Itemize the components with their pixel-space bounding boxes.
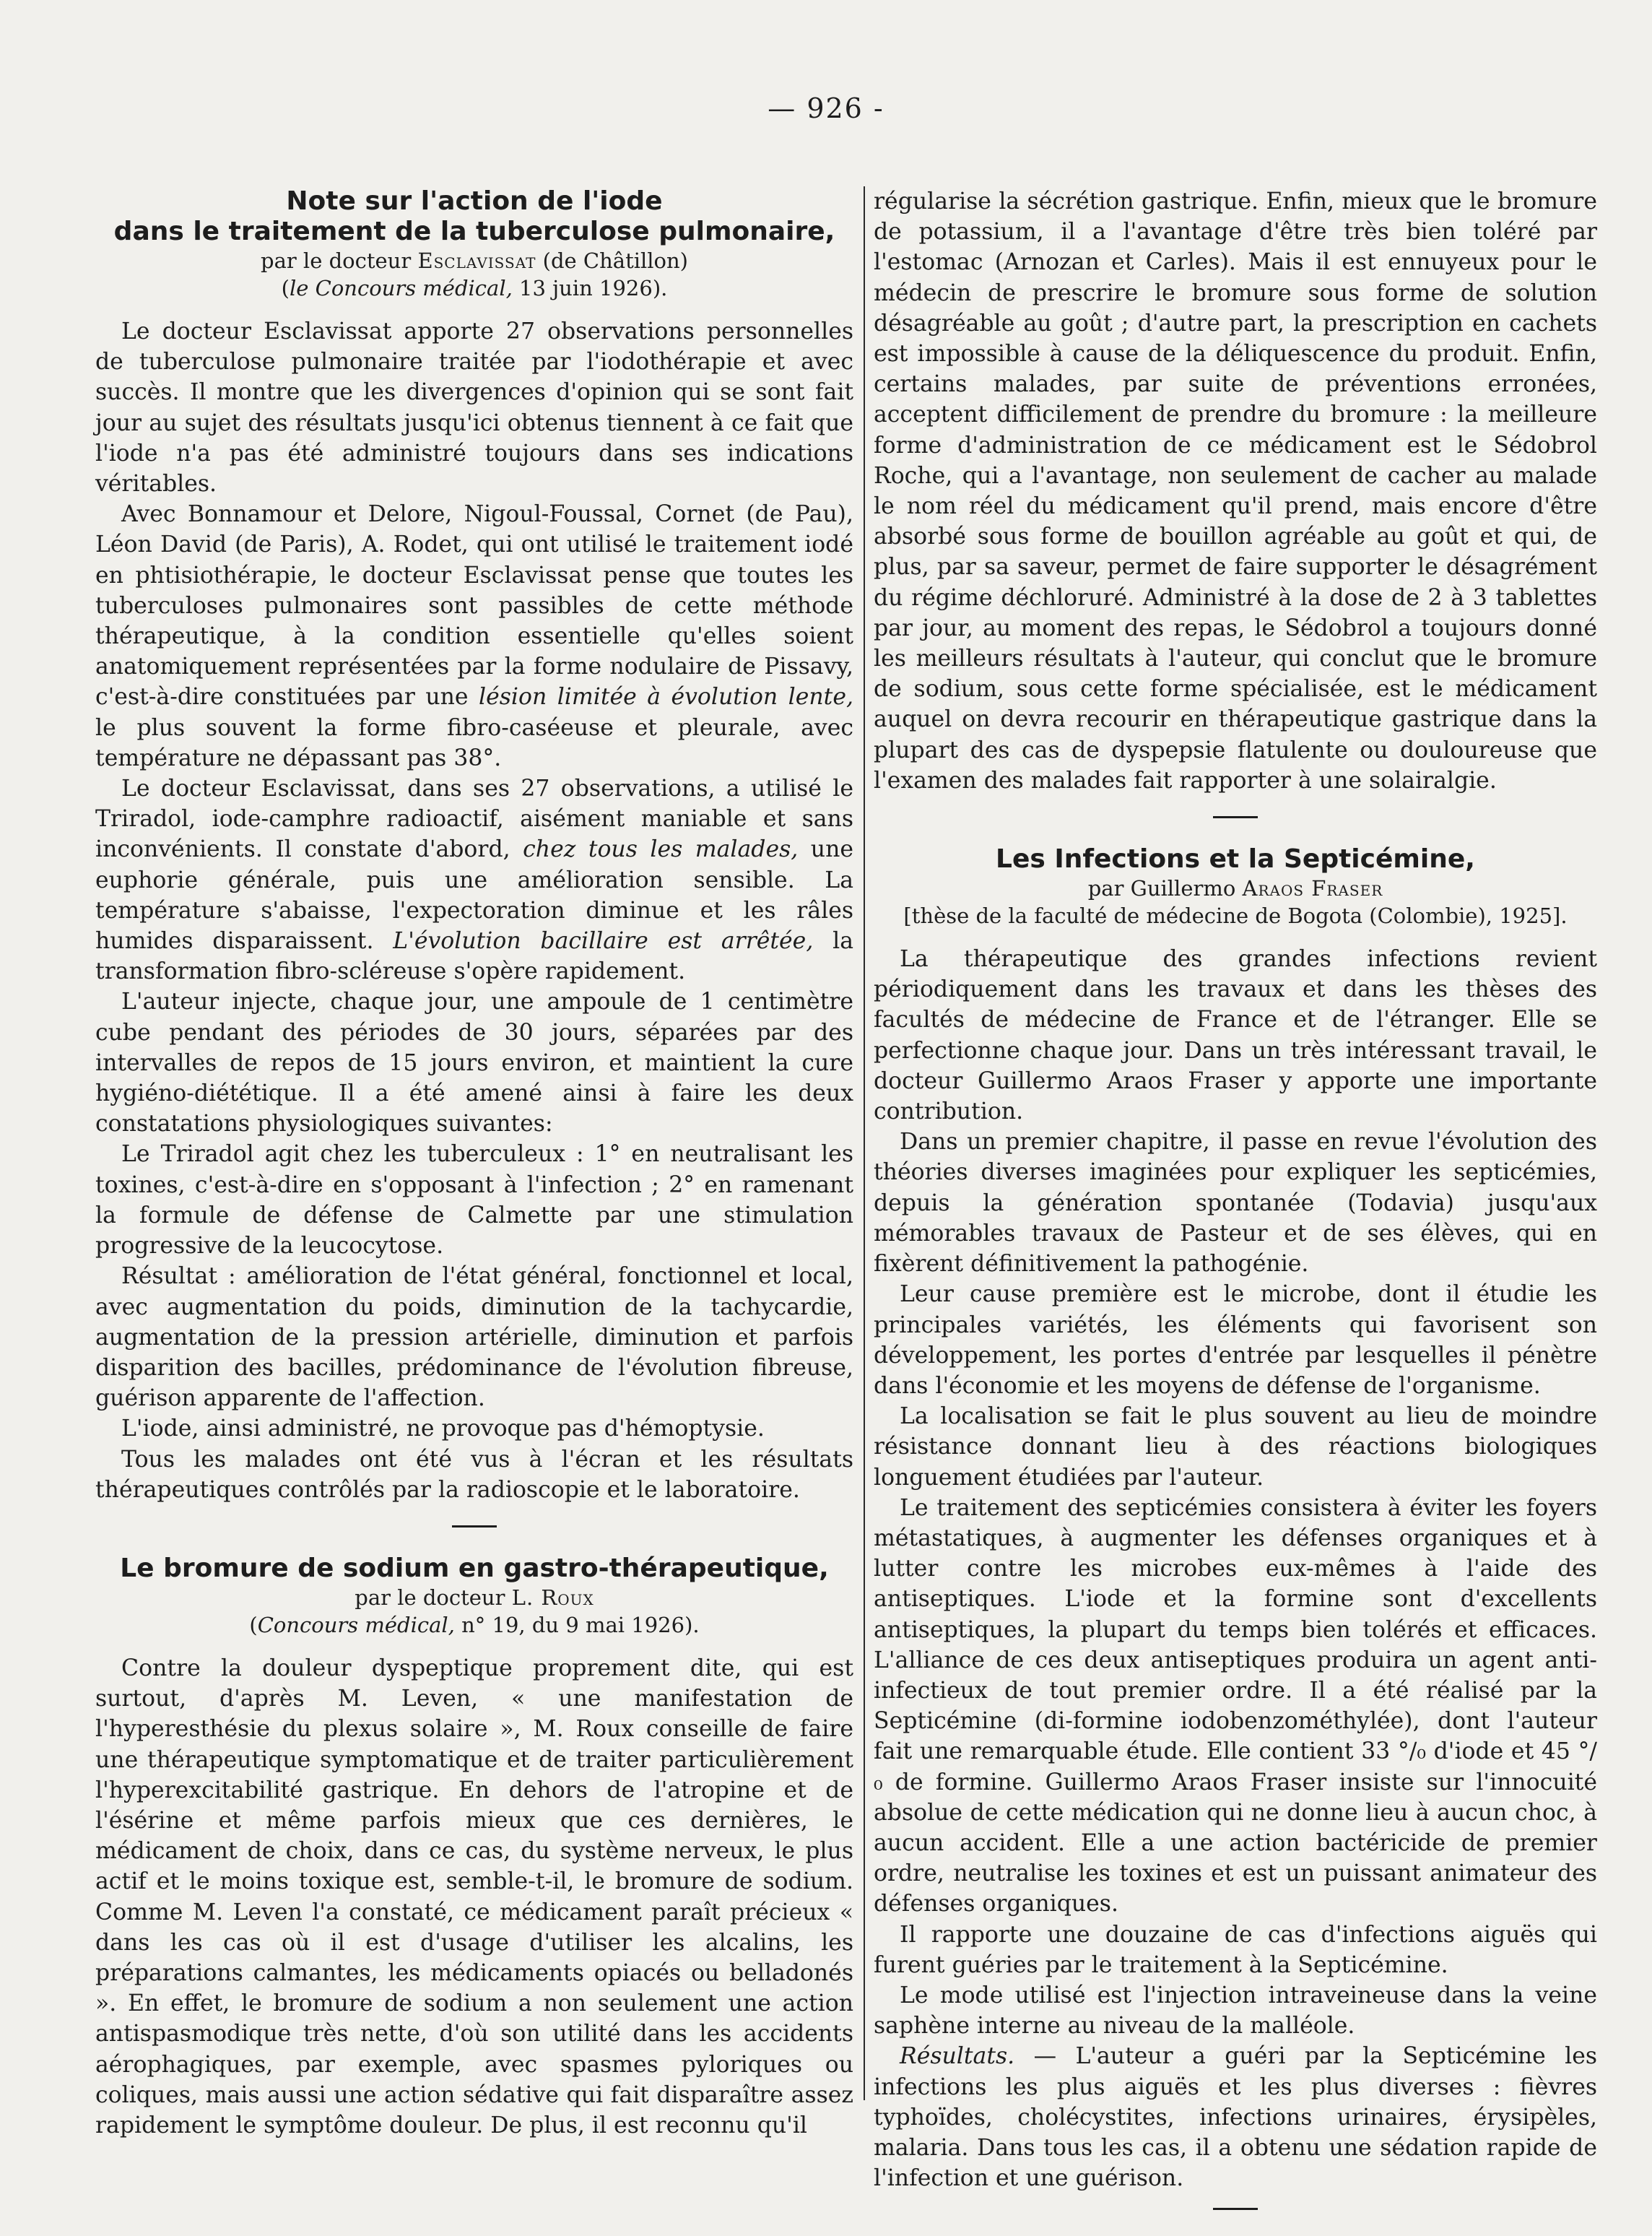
author-name: L. Roux xyxy=(511,1585,594,1610)
paragraph xyxy=(95,774,853,987)
source-date: 13 juin 1926 xyxy=(519,276,653,300)
text-run: une euphorie générale, puis une amélioration sensible. La température s'abaisse, l'expectoration diminue et les râles humides disparaissent. xyxy=(95,836,854,955)
article-iode-source: (le Concours médical, 13 juin 1926). xyxy=(281,276,668,300)
paragraph: Le traitement des septicémies consistera à éviter les foyers métastatiques, à augmenter les défenses organiques et à lutter contre les microbes eux-mêmes à l'aide des antiseptiques. L'iode et la formine sont d'excellents antiseptiques, la plupart du temps bien tolérés et efficaces. L'alliance de ces deux antiseptiques produira un agent anti-infectieux de tout premier ordre. Il a été réalisé par la Septicémine (di-formine iodobenzométhylée), dont l'auteur fait une remarquable étude. Elle contient 33 °/₀ d'iode et 45 °/₀ de formine. Guillermo Araos Fraser insiste sur l'innocuité absolue de cette médication qui ne donne lieu à aucun choc, à aucun accident. Elle a une action bactéricide de premier ordre, neutralise les toxines et est un puissant animateur des défenses organiques. xyxy=(874,1494,1597,1918)
results-label: Résultats. xyxy=(900,2043,1015,2070)
paragraph: Leur cause première est le microbe, dont il étudie les principales variétés, les éléments qui favorisent son développement, les portes d'entrée par lesquelles il pénètre dans l'économie et les moyens de défense de l'organisme. xyxy=(874,1281,1597,1399)
page-number: — 926 - xyxy=(768,92,884,124)
article-septicemine-byline xyxy=(874,875,1597,902)
text-run: la transformation fibro-scléreuse s'opère rapidement. xyxy=(95,928,854,985)
source-rest: n° 19, du 9 mai 1926 xyxy=(461,1612,685,1637)
paragraph: Contre la douleur dyspeptique proprement dite, qui est surtout, d'après M. Leven, « une manifestation de l'hyperesthésie du plexus solaire », M. Roux conseille de faire une thérapeutique symptomatique et de traiter particulièrement l'hyperexcitabilité gastrique. En dehors de l'atropine et de l'ésérine et même parfois mieux que ces dernières, le médicament de choix, dans ce cas, du système nerveux, le plus actif et le moins toxique est, semble-t-il, le bromure de sodium. Comme M. Leven l'a constaté, ce médicament paraît précieux « dans les cas où il est d'usage d'utiliser les alcalins, les préparations calmantes, les médicaments opiacés ou belladonés ». En effet, le bromure de sodium a non seulement une action antispasmodique très nette, d'où son utilité dans les accidents aérophagiques, par exemple, avec spasmes pyloriques ou coliques, mais aussi une action sédative qui fait disparaître assez rapidement le symptôme douleur. De plus, il est reconnu qu'il xyxy=(95,1655,853,2138)
article-iode-byline xyxy=(95,247,853,274)
paragraph: Il rapporte une douzaine de cas d'infections aiguës qui furent guéries par le traitement à la Septicémine. xyxy=(874,1921,1597,1978)
article-bromure xyxy=(95,1554,853,2141)
section-separator xyxy=(1213,2208,1258,2210)
author-name: Esclavissat xyxy=(417,248,536,273)
source-journal: le Concours médical, xyxy=(289,276,513,300)
text-run: — L'auteur a guéri par la Septicémine les infections les plus aiguës et les plus diverses : fièvres typhoïdes, cholécystites, infections urinaires, érysipèles, malaria. Dans tous les cas, il a obtenu une sédation rapide de l'infection et une guérison. xyxy=(874,2043,1598,2192)
left-column xyxy=(95,186,853,2141)
paragraph: La localisation se fait le plus souvent au lieu de moindre résistance donnant lieu à des réactions biologiques longuement étudiées par l'auteur. xyxy=(874,1403,1597,1491)
right-column xyxy=(874,186,1597,2236)
paragraph: Le mode utilisé est l'injection intraveineuse dans la veine saphène interne au niveau de la malléole. xyxy=(874,1982,1597,2040)
paragraph-continued: régularise la sécrétion gastrique. Enfin, mieux que le bromure de potassium, il a l'avantage d'être très bien toléré par l'estomac (Arnozan et Carles). Mais il est ennuyeux pour le médecin de prescrire le bromure sous forme de solution désagréable au goût ; d'autre part, la prescription en cachets est impossible à cause de la déliquescence du produit. Enfin, certains malades, par suite de préventions erronées, acceptent difficilement de prendre du bromure : la meilleure forme d'administration de ce médicament est le Sédobrol Roche, qui a l'avantage, non seulement de cacher au malade le nom réel du médicament qu'il prend, mais encore d'être absorbé sous forme de bouillon agréable au goût et qui, de plus, par sa saveur, permet de faire supporter le désagrément du régime déchloruré. Administré à la dose de 2 à 3 tablettes par jour, au moment des repas, le Sédobrol a toujours donné les meilleurs résultats à l'auteur, qui conclut que le bromure de sodium, sous cette forme spécialisée, est le médicament auquel on devra recourir en thérapeutique gastrique dans la plupart des cas de dyspepsie flatulente ou douloureuse que l'examen des malades fait rapporter à une solairalgie. xyxy=(874,188,1597,794)
article-iode xyxy=(95,186,853,1505)
text-run: le plus souvent la forme fibro-caséeuse et pleurale, avec température ne dépassant pas 38°. xyxy=(95,714,853,771)
article-bromure-source: (Concours médical, n° 19, du 9 mai 1926). xyxy=(249,1612,700,1637)
article-septicemine xyxy=(874,844,1597,2193)
source-journal: Concours médical, xyxy=(257,1612,455,1637)
paragraph xyxy=(95,499,853,774)
article-iode-title-line-2: dans le traitement de la tuberculose pulmonaire, xyxy=(113,217,835,246)
paragraph: L'iode, ainsi administré, ne provoque pas d'hémoptysie. xyxy=(121,1416,765,1442)
article-septicemine-source: [thèse de la faculté de médecine de Bogota (Colombie), 1925]. xyxy=(903,904,1568,929)
paragraph: Dans un premier chapitre, il passe en revue l'évolution des théories diverses imaginées pour expliquer les septicémies, depuis la génération spontanée (Todavia) jusqu'aux mémorables travaux de Pasteur et de ses élèves, qui en fixèrent définitivement la pathogénie. xyxy=(874,1129,1597,1278)
paragraph: Le docteur Esclavissat apporte 27 observations personnelles de tuberculose pulmonaire traitée par l'iodothérapie et avec succès. Il montre que les divergences d'opinion qui se sont fait jour au sujet des résultats jusqu'ici obtenus tiennent à ce fait que l'iode n'a pas été administré toujours dans ses indications véritables. xyxy=(95,318,853,498)
section-separator xyxy=(1213,816,1258,818)
column-divider xyxy=(864,186,865,2100)
paragraph: Résultat : amélioration de l'état général, fonctionnel et local, avec augmentation du poids, diminution de la tachycardie, augmentation de la pression artérielle, diminution et parfois disparition des bacilles, prédominance de l'évolution fibreuse, guérison apparente de l'affection. xyxy=(95,1263,853,1412)
section-separator xyxy=(452,1525,497,1528)
paragraph xyxy=(874,2041,1597,2193)
article-bromure-byline xyxy=(95,1584,853,1611)
paragraph: Le Triradol agit chez les tuberculeux : 1° en neutralisant les toxines, c'est-à-dire en s'opposant à l'infection ; 2° en ramenant la formule de défense de Calmette par une stimulation progressive de la leucocytose. xyxy=(95,1141,853,1260)
byline-prefix: par le docteur xyxy=(261,248,412,273)
article-bromure-title: Le bromure de sodium en gastro-thérapeutique, xyxy=(120,1553,829,1583)
paragraph: Tous les malades ont été vus à l'écran et les résultats thérapeutiques contrôlés par la radioscopie et le laboratoire. xyxy=(95,1446,853,1503)
byline-suffix: (de Châtillon) xyxy=(542,248,688,273)
byline-prefix: par Guillermo xyxy=(1087,876,1236,901)
article-iode-title-line-1: Note sur l'action de l'iode xyxy=(286,186,663,216)
paragraph: La thérapeutique des grandes infections revient périodiquement dans les travaux et dans les thèses des facultés de médecine de France et de l'étranger. Elle se perfectionne chaque jour. Dans un très intéressant travail, le docteur Guillermo Araos Fraser y apporte une importante contribution. xyxy=(874,946,1597,1125)
emphasis: chez tous les malades, xyxy=(523,836,799,863)
emphasis: L'évolution bacillaire est arrêtée, xyxy=(393,928,814,955)
text-run: Le docteur Esclavissat, dans ses 27 observations, a utilisé le Triradol, iode-camphre radioactif, aisément maniable et sans inconvénients. Il constate d'abord, xyxy=(95,776,853,863)
text-run: Avec Bonnamour et Delore, Nigoul-Foussal, Cornet (de Pau), Léon David (de Paris), A. Rodet, qui ont utilisé le traitement iodé en phtisiothérapie, le docteur Esclavissat pense que toutes les tuberculoses pulmonaires sont passibles de cette méthode thérapeutique, à la condition essentielle qu'elles soient anatomiquement représentées par la forme nodulaire de Pissavy, c'est-à-dire constituées par une xyxy=(95,501,853,711)
paragraph: L'auteur injecte, chaque jour, une ampoule de 1 centimètre cube pendant des périodes de 30 jours, séparées par des intervalles de repos de 15 jours environ, et maintient la cure hygiéno-diététique. Il a été amené ainsi à faire les deux constatations physiologiques suivantes: xyxy=(95,989,853,1138)
byline-prefix: par le docteur xyxy=(355,1585,505,1610)
article-septicemine-title: Les Infections et la Septicémine, xyxy=(996,844,1475,875)
author-name: Araos Fraser xyxy=(1242,876,1383,901)
emphasis: lésion limitée à évolution lente, xyxy=(479,684,853,711)
